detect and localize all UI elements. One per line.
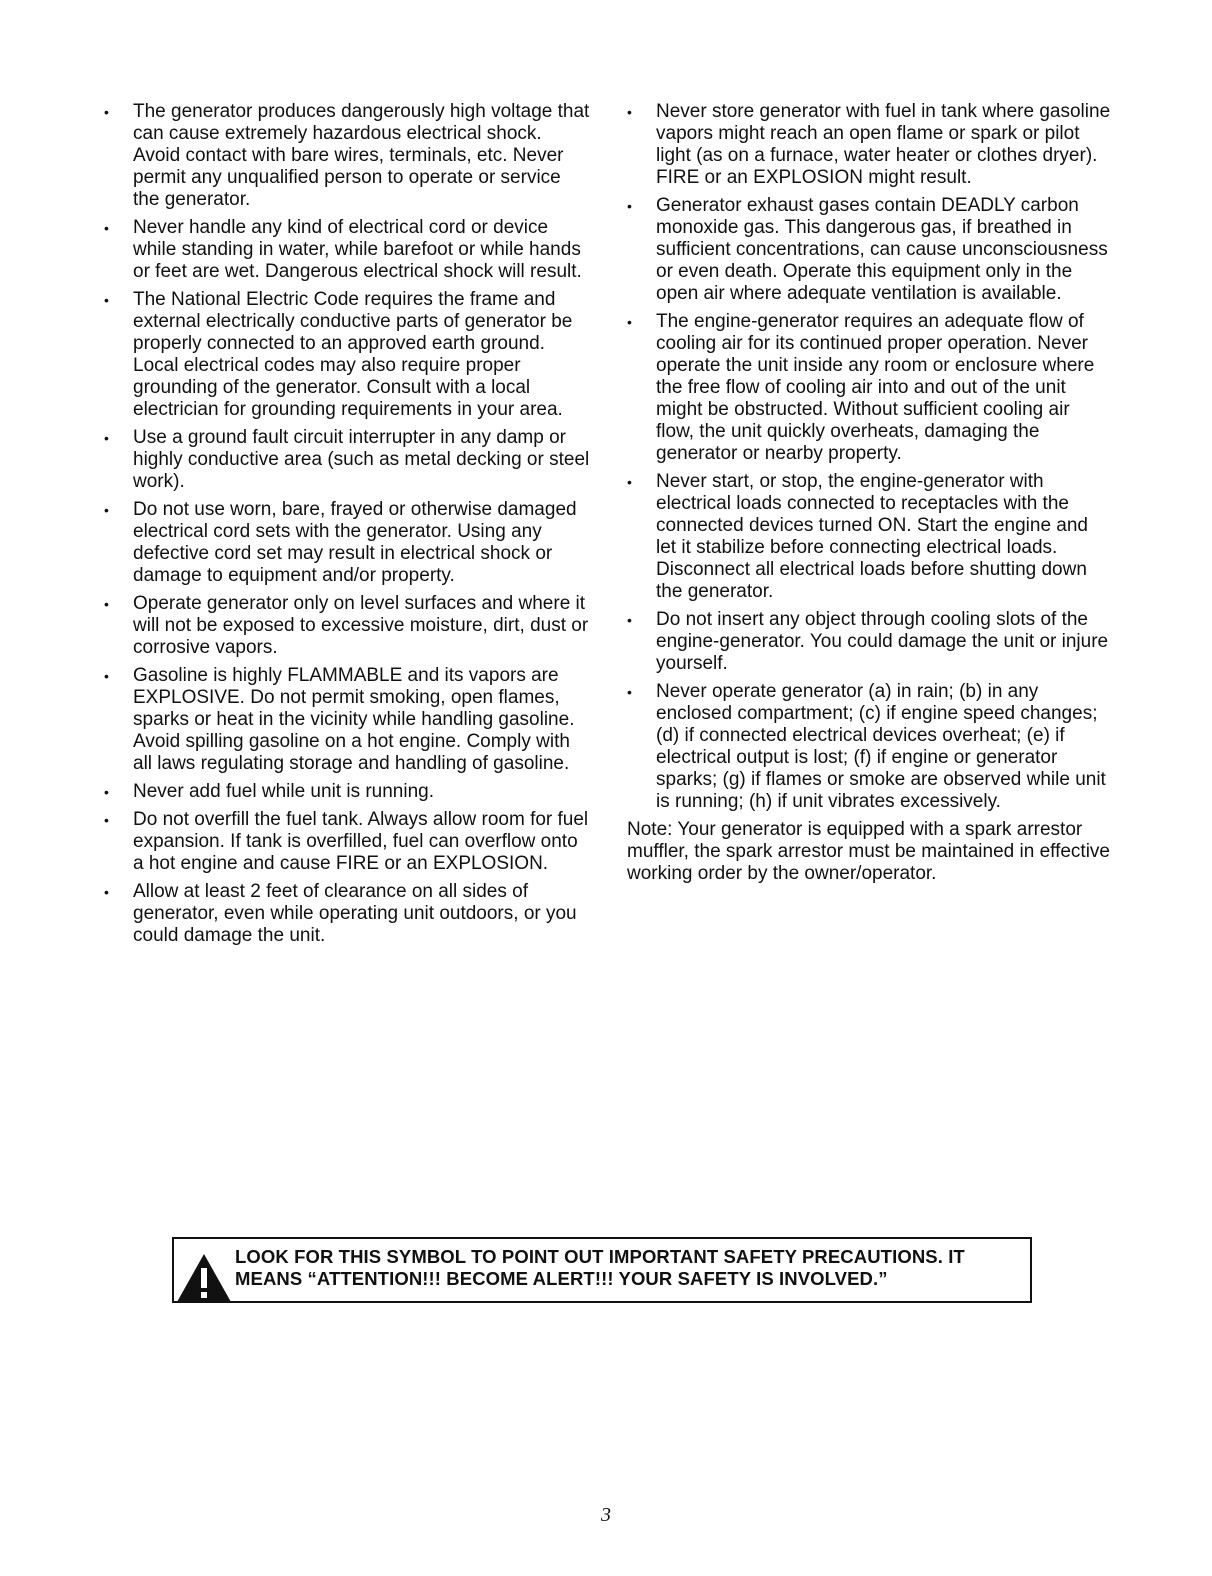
spark-arrestor-note: Note: Your generator is equipped with a spark arrestor muffler, the spark arrestor must be maintained in effective working order by the owner/operator.: [627, 819, 1110, 884]
left-bullet-list: [104, 101, 590, 947]
list-item: • Do not use worn, bare, frayed or otherwise damaged electrical cord sets with the generator. Using any defective cord set may result in electrical shock or damage to equipment and/or property.: [104, 499, 590, 587]
list-item: • Operate generator only on level surfaces and where it will not be exposed to excessive moisture, dirt, dust or corrosive vapors.: [104, 593, 590, 659]
safety-callout-line-1: LOOK FOR THIS SYMBOL TO POINT OUT IMPORTANT SAFETY PRECAUTIONS. IT: [235, 1246, 965, 1267]
page-number: 3: [601, 1504, 611, 1526]
warning-triangle-icon: [176, 1253, 232, 1303]
list-item: • Allow at least 2 feet of clearance on all sides of generator, even while operating unit outdoors, or you could damage the unit.: [104, 881, 590, 947]
list-item: • Generator exhaust gases contain DEADLY carbon monoxide gas. This dangerous gas, if breathed in sufficient concentrations, can cause unconsciousness or even death. Operate this equipment only in the open air where adequate ventilation is available.: [627, 195, 1112, 305]
list-item: • Never store generator with fuel in tank where gasoline vapors might reach an open flame or spark or pilot light (as on a furnace, water heater or clothes dryer). FIRE or an EXPLOSION might result.: [627, 101, 1112, 189]
list-item: • Never handle any kind of electrical cord or device while standing in water, while barefoot or while hands or feet are wet. Dangerous electrical shock will result.: [104, 217, 590, 283]
list-item: • Never start, or stop, the engine-generator with electrical loads connected to receptacles with the connected devices turned ON. Start the engine and let it stabilize before connecting electrical loads. Disconnect all electrical loads before shutting down the generator.: [627, 471, 1112, 603]
list-item: • Do not insert any object through cooling slots of the engine-generator. You could damage the unit or injure yourself.: [627, 609, 1112, 675]
list-item: • The generator produces dangerously high voltage that can cause extremely hazardous electrical shock. Avoid contact with bare wires, terminals, etc. Never permit any unqualified person to operate or service the generator.: [104, 101, 590, 211]
safety-callout-line-2: MEANS “ATTENTION!!! BECOME ALERT!!! YOUR SAFETY IS INVOLVED.”: [235, 1268, 888, 1289]
safety-callout-text: [235, 1246, 1024, 1290]
list-item: • The National Electric Code requires the frame and external electrically conductive parts of generator be properly connected to an approved earth ground. Local electrical codes may also require proper grounding of the generator. Consult with a local electrician for grounding requirements in your area.: [104, 289, 590, 421]
right-bullet-list: [627, 101, 1112, 813]
list-item: • Do not overfill the fuel tank. Always allow room for fuel expansion. If tank is overfilled, fuel can overflow onto a hot engine and cause FIRE or an EXPLOSION.: [104, 809, 590, 875]
safety-callout-box: [172, 1237, 1032, 1303]
list-item: • The engine-generator requires an adequate flow of cooling air for its continued proper operation. Never operate the unit inside any room or enclosure where the free flow of cooling air into and out of the unit might be obstructed. Without sufficient cooling air flow, the unit quickly overheats, damaging the generator or nearby property.: [627, 311, 1112, 465]
list-item: • Never operate generator (a) in rain; (b) in any enclosed compartment; (c) if engine speed changes; (d) if connected electrical devices overheat; (e) if electrical output is lost; (f) if engine or generator sparks; (g) if flames or smoke are observed while unit is running; (h) if unit vibrates excessively.: [627, 681, 1112, 813]
left-column: [104, 101, 590, 953]
right-column: [627, 101, 1112, 885]
list-item: • Use a ground fault circuit interrupter in any damp or highly conductive area (such as metal decking or steel work).: [104, 427, 590, 493]
list-item: • Gasoline is highly FLAMMABLE and its vapors are EXPLOSIVE. Do not permit smoking, open flames, sparks or heat in the vicinity while handling gasoline. Avoid spilling gasoline on a hot engine. Comply with all laws regulating storage and handling of gasoline.: [104, 665, 590, 775]
list-item: • Never add fuel while unit is running.: [104, 781, 590, 803]
